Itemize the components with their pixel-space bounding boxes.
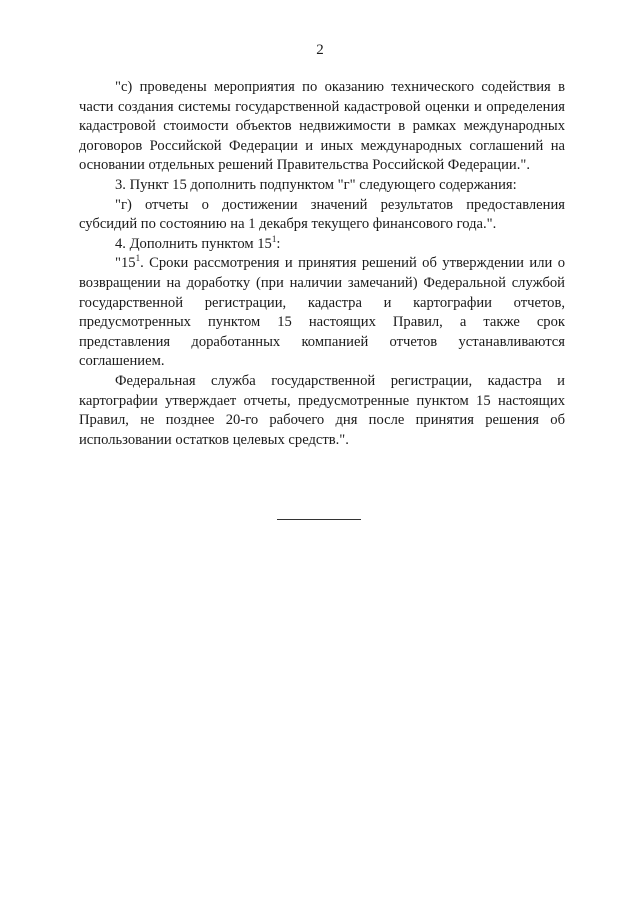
paragraph-add-point-15-1 — [79, 235, 565, 255]
page-number: 2 — [316, 42, 324, 58]
superscript: 1 — [271, 233, 277, 244]
document-body — [79, 78, 565, 450]
superscript: 1 — [135, 253, 141, 264]
paragraph-text-before: "15 — [115, 255, 136, 272]
paragraph-federal-service: Федеральная служба государственной регистрации, кадастра и картографии утверждает отчеты, предусмотренные пунктом 15 настоящих Правил, не позднее 20-го рабочего дня после принятия решения об использовании остатков целевых средств.". — [79, 372, 565, 448]
end-separator-line — [277, 519, 361, 520]
paragraph-text-after: . Сроки рассмотрения и принятия решений об утверждении или о возвращении на доработку (при наличии замечаний) Федеральной службой государственной регистрации, кадастра и картографии отчетов, предусмотренных пунктом 15 настоящих Правил, а также срок представления доработанных компанией отчетов устанавливаются соглашением. — [79, 255, 565, 370]
paragraph-subpoint-c: "с) проведены мероприятия по оказанию технического содействия в части создания системы государственной кадастровой оценки и определения кадастровой стоимости объектов недвижимости в рамках международных договоров Российской Федерации и иных международных соглашений на основании отдельных решений Правительства Российской Федерации.". — [79, 79, 565, 174]
paragraph-subpoint-g: "г) отчеты о достижении значений результатов предоставления субсидий по состоянию на 1 декабря текущего финансового года.". — [79, 196, 565, 233]
paragraph-amend-point-15: 3. Пункт 15 дополнить подпунктом "г" следующего содержания: — [115, 176, 517, 193]
paragraph-text-before: 4. Дополнить пунктом 15 — [115, 235, 272, 252]
paragraph-text-after: : — [276, 235, 281, 252]
paragraph-point-15-1-text — [79, 254, 565, 372]
